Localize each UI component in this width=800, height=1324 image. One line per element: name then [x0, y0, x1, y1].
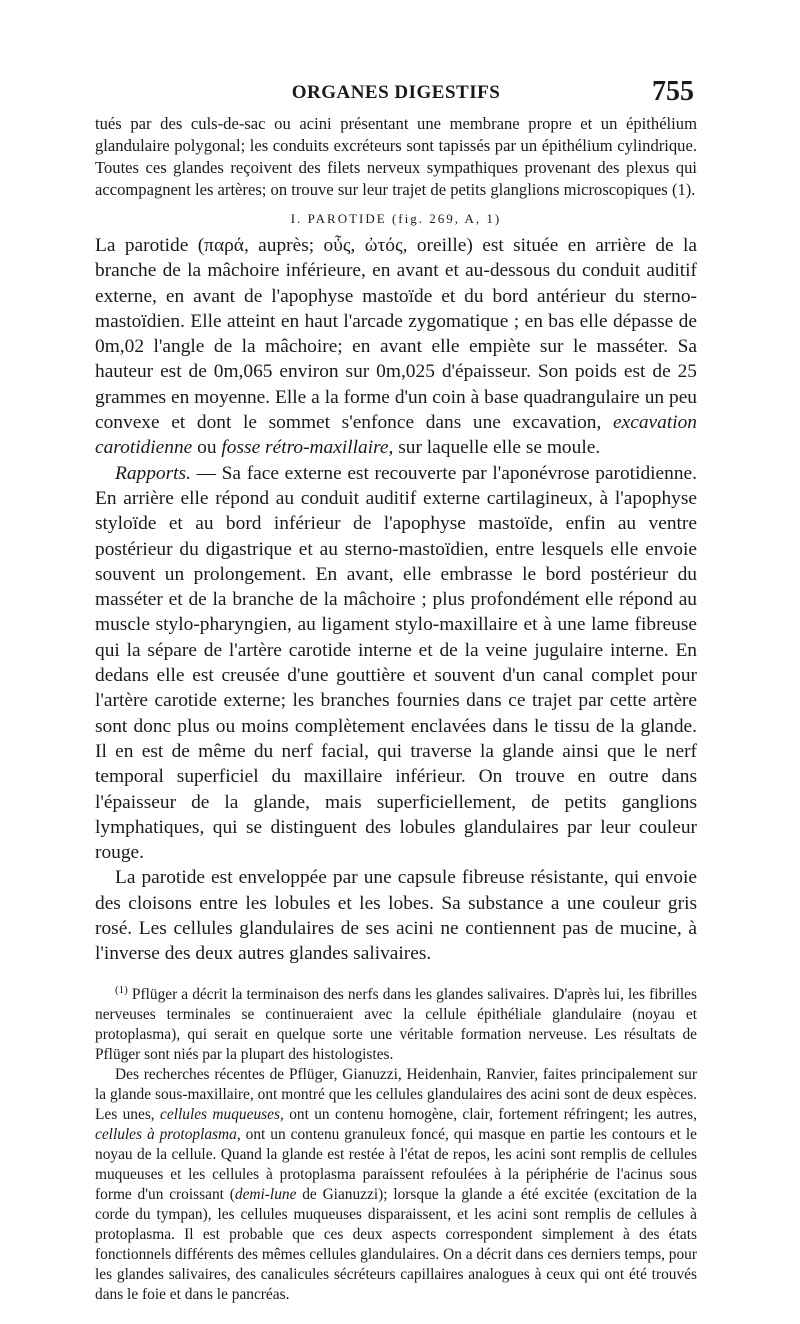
page-header [98, 76, 694, 112]
paragraph-1-end: sur laquelle elle se moule. [398, 437, 601, 459]
footnote-marker: (1) [115, 983, 128, 996]
paragraph-2-text: — Sa face externe est recouverte par l'aponévrose parotidienne. En arrière elle répond au conduit auditif externe cartilagineux, à l'apophyse styloïde et au bord inférieur de l'apophyse mastoïde, enfin au ventre postérieur du digastrique et au sterno-mastoïdien, entre lesquels elle envoie souvent un prolongement. En avant, elle embrasse le bord postérieur du masséter et de la branche de la mâchoire ; plus profondément elle répond au muscle stylo-pharyngien, au ligament stylo-maxillaire et à une lame fibreuse qui la sépare de l'artère carotide interne et de la veine jugulaire interne. En dedans elle est creusée d'une gouttière et souvent d'un canal complet pour l'artère carotide externe; les branches fournies dans ce trajet par cette artère sont donc plus ou moins complètement enclavées dans le tissu de la glande. Il en est de même du nerf facial, qui traverse la glande ainsi que le nerf temporal superficiel du maxillaire inférieur. On trouve en outre dans l'épaisseur de la glande, mais superficiellement, de petits ganglions lymphatiques, qui se distinguent des lobules glandulaires par leur couleur rouge. [95, 462, 697, 864]
note-reference: (1). [671, 180, 696, 199]
term-excavation-carotidienne: excavation carotidienne [95, 412, 697, 459]
page-number: 755 [652, 76, 694, 107]
intro-text: tués par des culs-de-sac ou acini présentant une membrane propre et un épithélium glandulaire polygonal; les conduits excréteurs sont tapissés par un épithélium cylindrique. Toutes ces glandes reçoivent des filets nerveux sympathiques provenant des plexus qui accompagnent les artères; on trouve sur leur trajet de petits glanglions microscopiques [95, 114, 697, 199]
footnote-2-c: ont un contenu granuleux foncé, qui masque en partie les contours et le noyau de la cellule. Quand la glande est restée à l'état de repos, les acini sont remplis de cellules muqueuses et les cellules à protoplasma paraissent refoulées à la périphérie de l'acinus sous forme d'un croissant ( [95, 1125, 697, 1203]
paragraph-rapports [95, 461, 697, 866]
paragraph-1-mid: ou [197, 437, 217, 459]
term-demi-lune: demi-lune [234, 1185, 297, 1203]
term-cellules-muqueuses: cellules muqueuses, [160, 1105, 284, 1123]
rapports-heading: Rapports. [115, 462, 191, 484]
footnote-2 [95, 1065, 697, 1305]
paragraph-1-text: La parotide (παρά, auprès; οὖς, ὠτός, oreille) est située en arrière de la branche de la mâchoire inférieure, en avant et au-dessous du conduit auditif externe, en avant de l'apophyse mastoïde et du bord antérieur du sterno-mastoïdien. Elle atteint en haut l'arcade zygomatique ; en bas elle dépasse de 0m,02 l'angle de la mâchoire; en avant elle empiète sur le masséter. Sa hauteur est de 0m,065 environ sur 0m,025 d'épaisseur. Son poids est de 25 grammes en moyenne. Elle a la forme d'un coin à base quadrangulaire un peu convexe et dont le sommet s'enfonce dans une excavation, [95, 235, 697, 434]
running-title: ORGANES DIGESTIFS [291, 82, 501, 103]
paragraph-capsule: La parotide est enveloppée par une capsule fibreuse résistante, qui envoie des cloisons entre les lobules et les lobes. Sa substance a une couleur gris rosé. Les cellules glandulaires de ses acini ne contiennent pas de mucine, à l'inverse des deux autres glandes salivaires. [95, 867, 697, 965]
intro-paragraph [95, 113, 697, 201]
term-fosse-retro-maxillaire: fosse rétro-maxillaire, [221, 437, 394, 459]
footnote-2-b: ont un contenu homogène, clair, fortement réfringent; les autres, [289, 1105, 697, 1123]
term-cellules-protoplasma: cellules à protoplasma, [95, 1125, 241, 1143]
section-heading: I. PAROTIDE (fig. 269, A, 1) [290, 211, 502, 226]
footnote-2-a: Des recherches récentes de Pflüger, Gianuzzi, Heidenhain, Ranvier, faites principalement sur la glande sous-maxillaire, ont montré que les cellules glandulaires des acini sont de deux espèces. Les unes, [95, 1065, 697, 1123]
body-text [95, 113, 697, 1305]
paragraph-parotide [95, 233, 697, 461]
footnotes [95, 980, 697, 1305]
footnote-1 [95, 980, 697, 1065]
footnote-2-d: de Gianuzzi); lorsque la glande a été excitée (excitation de la corde du tympan), les cellules muqueuses disparaissent, et les acini sont remplis de cellules à protoplasma. Il est probable que ces deux aspects correspondent simplement à des états fonctionnels différents des mêmes cellules glandulaires. On a décrit dans ces derniers temps, pour les glandes salivaires, des canalicules sécréteurs capillaires analogues à ceux qui ont été trouvés dans le foie et dans le pancréas. [95, 1185, 697, 1303]
footnote-1-text: Pflüger a décrit la terminaison des nerfs dans les glandes salivaires. D'après lui, les fibrilles nerveuses terminales se continueraient avec la cellule épithéliale glandulaire (noyau et protoplasma), qui serait en quelque sorte une véritable formation nerveuse. Les résultats de Pflüger sont niés par la plupart des histologistes. [95, 985, 697, 1063]
